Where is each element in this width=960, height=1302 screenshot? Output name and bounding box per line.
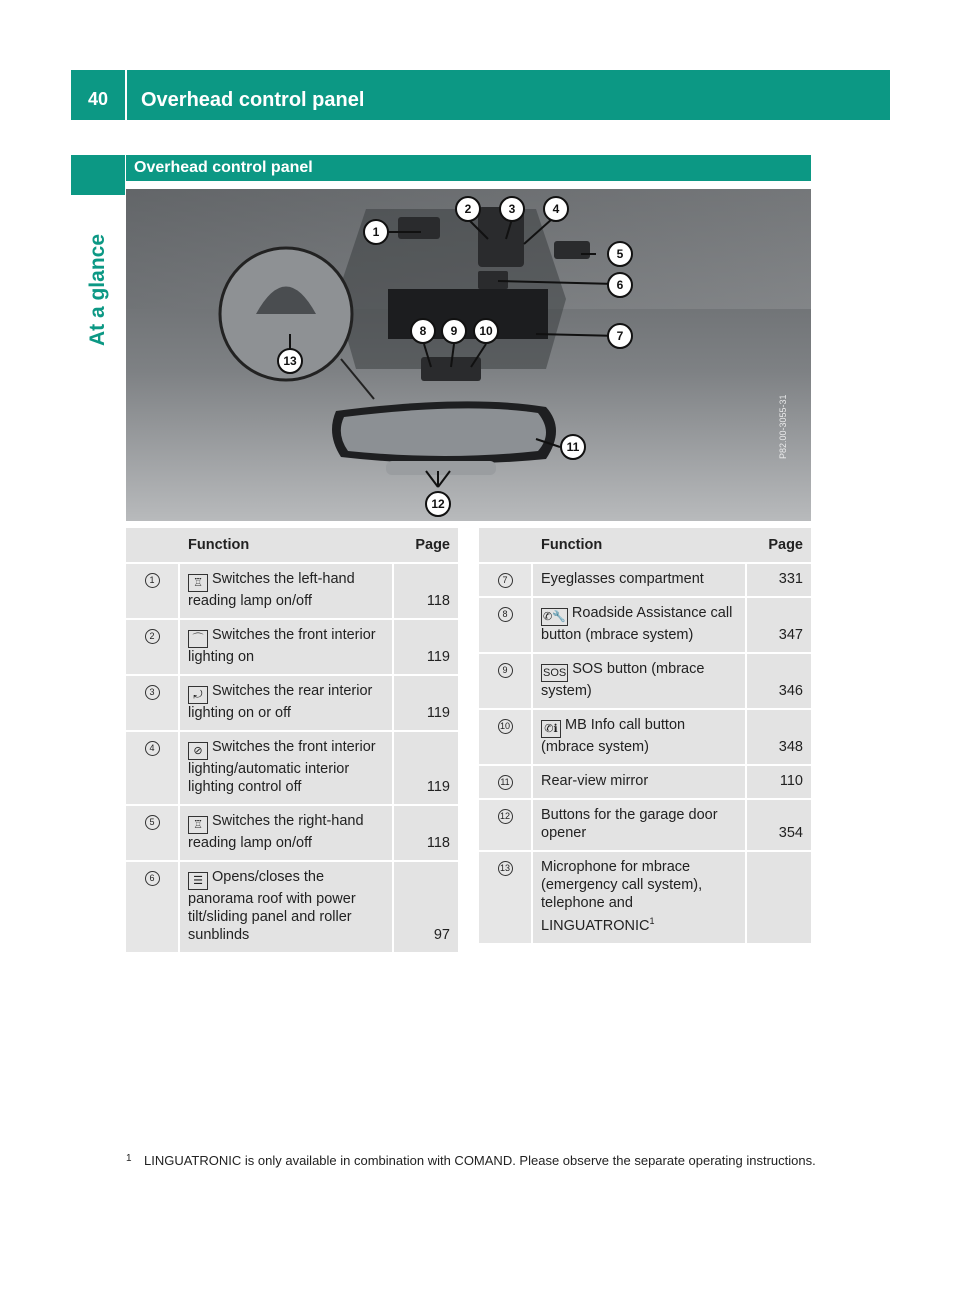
function-cell <box>533 710 747 764</box>
function-text: Switches the front interior lighting on <box>188 627 376 665</box>
function-table-left <box>126 526 458 954</box>
table-row <box>479 766 811 798</box>
side-tab-marker <box>71 155 125 195</box>
function-text: Switches the left-hand reading lamp on/off <box>188 571 355 609</box>
callout-1: 1 <box>372 225 380 239</box>
page-reference: 348 <box>747 710 811 764</box>
header-page: Page <box>394 528 458 562</box>
function-symbol-icon: ✆🔧 <box>541 608 568 626</box>
header-function: Function <box>533 528 747 562</box>
page-reference: 354 <box>747 800 811 850</box>
function-cell <box>180 564 394 618</box>
callout-2: 2 <box>464 202 472 216</box>
table-row <box>479 710 811 764</box>
callout-3: 3 <box>508 202 516 216</box>
item-number-circle: 10 <box>498 719 513 734</box>
overhead-panel-photo <box>126 189 811 521</box>
function-text: Microphone for mbrace (emergency call system), telephone and LINGUATRONIC <box>541 859 703 934</box>
item-number-circle: 5 <box>145 815 160 830</box>
function-cell <box>180 620 394 674</box>
callout-5: 5 <box>616 247 624 261</box>
item-number-circle: 1 <box>145 573 160 588</box>
table-row <box>479 598 811 652</box>
function-text: Opens/closes the panorama roof with power tilt/sliding panel and roller sunblinds <box>188 869 356 943</box>
function-symbol-icon: ♖ <box>188 574 208 592</box>
item-number <box>479 654 533 708</box>
callout-12: 12 <box>431 497 445 511</box>
page-reference: 347 <box>747 598 811 652</box>
table-row <box>479 654 811 708</box>
function-symbol-icon: ♖ <box>188 816 208 834</box>
callout-9: 9 <box>450 324 458 338</box>
item-number <box>479 598 533 652</box>
page-reference: 110 <box>747 766 811 798</box>
item-number <box>126 862 180 952</box>
callout-10: 10 <box>479 324 493 338</box>
table-row <box>126 564 458 618</box>
function-cell <box>533 800 747 850</box>
table-row <box>479 564 811 596</box>
table-row <box>126 862 458 952</box>
callout-8: 8 <box>419 324 427 338</box>
function-cell <box>180 732 394 804</box>
footnote <box>126 1152 816 1169</box>
callout-11: 11 <box>566 440 580 454</box>
function-text: Switches the rear interior lighting on or off <box>188 683 373 721</box>
item-number-circle: 6 <box>145 871 160 886</box>
function-cell <box>533 766 747 798</box>
function-text: MB Info call button (mbrace system) <box>541 717 686 755</box>
page-reference: 118 <box>394 564 458 618</box>
item-number <box>126 732 180 804</box>
footnote-text: LINGUATRONIC is only available in combination with COMAND. Please observe the separate operating instructions. <box>144 1153 816 1168</box>
table-row <box>126 732 458 804</box>
function-cell <box>533 654 747 708</box>
page-reference: 346 <box>747 654 811 708</box>
function-text: Switches the front interior lighting/automatic interior lighting control off <box>188 739 376 795</box>
item-number <box>126 806 180 860</box>
function-table-right <box>479 526 811 945</box>
item-number <box>126 676 180 730</box>
item-number-circle: 12 <box>498 809 513 824</box>
item-number <box>479 766 533 798</box>
callout-13: 13 <box>283 354 297 368</box>
function-symbol-icon: ⤾ <box>188 686 208 704</box>
function-symbol-icon: SOS <box>541 664 568 682</box>
section-title: Overhead control panel <box>134 159 313 176</box>
header-page: Page <box>747 528 811 562</box>
function-cell <box>180 862 394 952</box>
callout-4: 4 <box>552 202 560 216</box>
table-row <box>126 676 458 730</box>
page-reference: 119 <box>394 676 458 730</box>
function-text: Eyeglasses compartment <box>541 571 704 587</box>
page-reference: 97 <box>394 862 458 952</box>
table-row <box>479 800 811 850</box>
header-blank <box>126 528 180 562</box>
function-text: SOS button (mbrace system) <box>541 661 705 699</box>
function-symbol-icon: ⊘ <box>188 742 208 760</box>
function-symbol-icon: ⌒ <box>188 630 208 648</box>
footnote-reference: 1 <box>649 916 655 926</box>
header-blank <box>479 528 533 562</box>
side-chapter-label: At a glance <box>86 233 109 347</box>
page-title: Overhead control panel <box>141 89 365 111</box>
function-symbol-icon: ☰ <box>188 872 208 890</box>
function-cell <box>533 852 747 943</box>
item-number-circle: 7 <box>498 573 513 588</box>
function-cell <box>180 676 394 730</box>
item-number <box>126 564 180 618</box>
item-number-circle: 3 <box>145 685 160 700</box>
item-number <box>479 710 533 764</box>
photo-code: P82.00-3055-31 <box>778 394 788 459</box>
function-text: Switches the right-hand reading lamp on/off <box>188 813 364 851</box>
function-text: Buttons for the garage door opener <box>541 807 718 841</box>
callout-7: 7 <box>616 329 624 343</box>
item-number <box>126 620 180 674</box>
page-reference: 119 <box>394 732 458 804</box>
header-divider <box>125 70 127 120</box>
item-number <box>479 564 533 596</box>
function-symbol-icon: ✆ℹ <box>541 720 561 738</box>
page-number: 40 <box>87 89 109 109</box>
item-number-circle: 13 <box>498 861 513 876</box>
page-reference: 119 <box>394 620 458 674</box>
page-reference: 331 <box>747 564 811 596</box>
item-number-circle: 9 <box>498 663 513 678</box>
header-function: Function <box>180 528 394 562</box>
item-number-circle: 11 <box>498 775 513 790</box>
item-number <box>479 800 533 850</box>
table-row <box>126 806 458 860</box>
item-number-circle: 8 <box>498 607 513 622</box>
item-number <box>479 852 533 943</box>
function-text: Roadside Assistance call button (mbrace system) <box>541 605 733 643</box>
page-reference: 118 <box>394 806 458 860</box>
function-text: Rear-view mirror <box>541 773 649 789</box>
function-cell <box>533 598 747 652</box>
callout-6: 6 <box>616 278 624 292</box>
footnote-marker: 1 <box>126 1153 132 1164</box>
page-reference <box>747 852 811 943</box>
item-number-circle: 4 <box>145 741 160 756</box>
function-cell <box>533 564 747 596</box>
table-row <box>479 852 811 943</box>
function-cell <box>180 806 394 860</box>
item-number-circle: 2 <box>145 629 160 644</box>
table-row <box>126 620 458 674</box>
